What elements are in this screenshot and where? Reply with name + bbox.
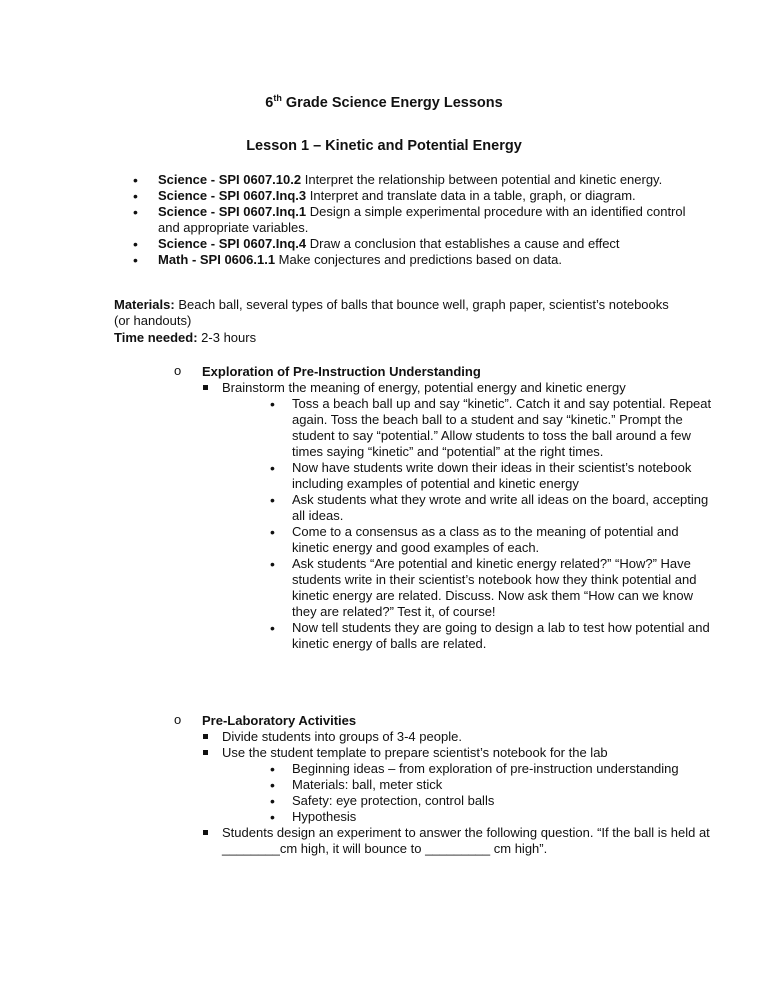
notebook-step: • Materials: ball, meter stick	[292, 777, 714, 793]
step-item: • Come to a consensus as a class as to the meaning of potential and kinetic energy and good examples of each.	[292, 524, 714, 556]
standard-code: Science - SPI 0607.10.2	[158, 172, 302, 187]
standard-text: Interpret and translate data in a table, graph, or diagram.	[306, 188, 636, 203]
materials-paragraph	[114, 297, 674, 329]
materials-label: Materials:	[114, 297, 175, 312]
lesson-title: Lesson 1 – Kinetic and Potential Energy	[246, 138, 522, 154]
time-label: Time needed:	[114, 330, 198, 345]
standard-code: Science - SPI 0607.Inq.4	[158, 236, 307, 251]
prelab-item: Divide students into groups of 3-4 people.	[174, 729, 714, 745]
standard-text: Make conjectures and predictions based on data.	[275, 252, 562, 267]
standard-item	[133, 188, 693, 204]
notebook-step: • Hypothesis	[292, 809, 714, 825]
notebook-step: • Beginning ideas – from exploration of pre-instruction understanding	[292, 761, 714, 777]
time-paragraph	[114, 330, 674, 346]
step-item: • Now have students write down their ideas in their scientist’s notebook including examples of potential and kinetic energy	[292, 460, 714, 492]
page-title	[0, 95, 768, 111]
standard-text: Design a simple experimental procedure with an identified control and appropriate variables.	[158, 204, 686, 235]
title-rest: Grade Science Energy Lessons	[281, 95, 503, 111]
standard-item	[133, 204, 693, 236]
step-item: • Ask students what they wrote and write all ideas on the board, accepting all ideas.	[292, 492, 714, 524]
grade-superscript: th	[273, 93, 282, 103]
standards-list	[133, 172, 693, 268]
prelab-section	[174, 713, 714, 857]
step-item: • Toss a beach ball up and say “kinetic”. Catch it and say potential. Repeat again. Toss the beach ball to a student and say “kinetic.” Prompt the student to say “potential.” Allow students to toss the ball around a few times saying “kinetic” and “potential” at the right times.	[292, 396, 714, 460]
standard-code: Science - SPI 0607.Inq.3	[158, 188, 307, 203]
standard-code: Math - SPI 0606.1.1	[158, 252, 276, 267]
materials-text: Beach ball, several types of balls that bounce well, graph paper, scientist’s notebooks (or handouts)	[114, 297, 669, 328]
exploration-heading: o Exploration of Pre-Instruction Understanding	[174, 364, 714, 380]
standard-code: Science - SPI 0607.Inq.1	[158, 204, 307, 219]
prelab-heading: o Pre-Laboratory Activities	[174, 713, 714, 729]
prelab-item: Use the student template to prepare scientist’s notebook for the lab	[174, 745, 714, 761]
notebook-step: • Safety: eye protection, control balls	[292, 793, 714, 809]
exploration-steps	[174, 396, 714, 652]
step-item: • Ask students “Are potential and kinetic energy related?” “How?” Have students write in their scientist’s notebook how they think potential and kinetic energy are related. Discuss. Now ask them “How can we know they are related?” Test it, of course!	[292, 556, 714, 620]
standard-item	[133, 236, 693, 252]
exploration-section	[174, 364, 714, 652]
step-item: • Now tell students they are going to design a lab to test how potential and kinetic energy of balls are related.	[292, 620, 714, 652]
prelab-item: Students design an experiment to answer the following question. “If the ball is held at ________cm high, it will bounce to _________ cm high”.	[174, 825, 714, 857]
standard-item	[133, 252, 693, 268]
brainstorm-item: Brainstorm the meaning of energy, potential energy and kinetic energy	[174, 380, 714, 396]
notebook-steps	[174, 761, 714, 825]
standard-text: Interpret the relationship between potential and kinetic energy.	[301, 172, 663, 187]
time-text: 2-3 hours	[197, 330, 257, 345]
standard-text: Draw a conclusion that establishes a cause and effect	[306, 236, 620, 251]
grade-number: 6	[265, 95, 274, 111]
standard-item	[133, 172, 693, 188]
